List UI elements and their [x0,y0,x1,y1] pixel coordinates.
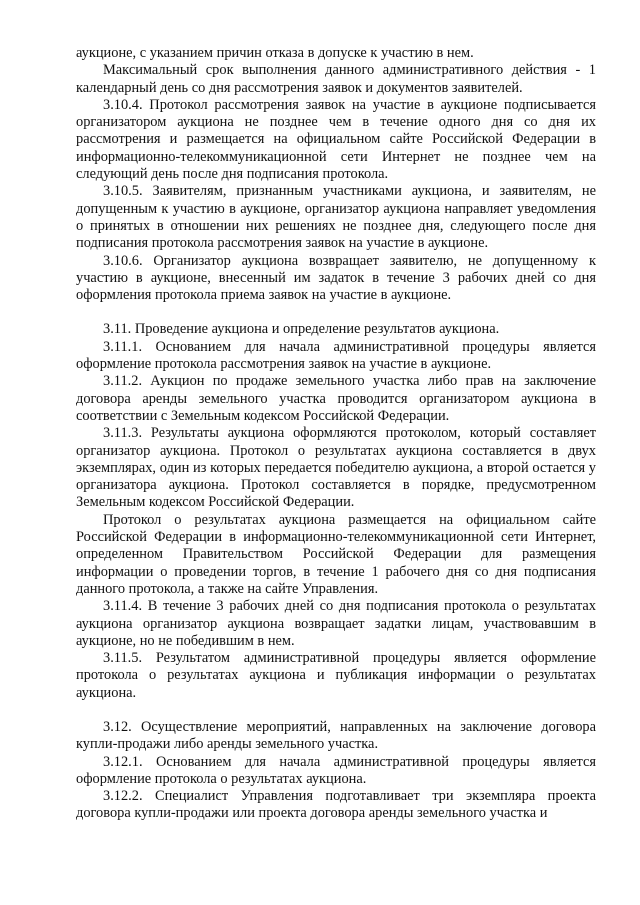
paragraph-max-term: Максимальный срок выполнения данного административного действия - 1 календарный день со дня рассмотрения заявок и документов заявителей. [76,62,596,96]
paragraph-3-12-1: 3.12.1. Основанием для начала административной процедуры является оформление протокола о результатах аукциона. [76,753,596,787]
paragraph-3-12-2: 3.12.2. Специалист Управления подготавливает три экземпляра проекта договора купли-продажи или проекта договора аренды земельного участка и [76,788,596,822]
paragraph-3-11-5: 3.11.5. Результатом административной процедуры является оформление протокола о результатах аукциона и публикация информации о результатах аукциона. [76,650,596,701]
paragraph-3-10-6: 3.10.6. Организатор аукциона возвращает заявителю, не допущенному к участию в аукционе, внесенный им задаток в течение 3 рабочих дней со дня оформления протокола приема заявок на участие в аукционе. [76,252,596,304]
section-gap [76,702,596,719]
paragraph-3-11-3: 3.11.3. Результаты аукциона оформляются протоколом, который составляет организатор аукциона. Протокол о результатах аукциона составляется в двух экземплярах, один из которых передается победителю аукциона, а второй остается у организатора аукциона. Протокол составляется в порядке, предусмотренном Земельным кодексом Российской Федерации. [76,425,596,511]
paragraph-3-10-5: 3.10.5. Заявителям, признанным участниками аукциона, и заявителям, не допущенным к участию в аукционе, организатор аукциона направляет уведомления о принятых в отношении них решениях не позднее дня, следующего после дня подписания протокола рассмотрения заявок на участие в аукционе. [76,183,596,252]
paragraph-protocol-publication: Протокол о результатах аукциона размещается на официальном сайте Российской Федерации в информационно-телекоммуникационной сети Интернет, определенном Правительством Российской Федерации для размещения информации о проведении торгов, в течение 1 рабочего дня со дня подписания данного протокола, а также на сайте Управления. [76,511,596,597]
paragraph-3-11-4: 3.11.4. В течение 3 рабочих дней со дня подписания протокола о результатах аукциона организатор аукциона возвращает задатки лицам, участвовавшим в аукционе, но не победившим в нем. [76,598,596,649]
section-gap [76,304,596,321]
section-heading-3-11: 3.11. Проведение аукциона и определение результатов аукциона. [103,321,500,338]
paragraph-3-10-4: 3.10.4. Протокол рассмотрения заявок на участие в аукционе подписывается организатором аукциона не позднее чем в течение одного дня со дня их рассмотрения и размещается на официальном сайте Российской Федерации в информационно-телекоммуникационной сети Интернет не позднее чем на следующий день после дня подписания протокола. [76,96,596,183]
paragraph-continuation: аукционе, с указанием причин отказа в допуске к участию в нем. [76,45,474,61]
document-page [76,45,596,823]
paragraph-3-11-1: 3.11.1. Основанием для начала административной процедуры является оформление протокола рассмотрения заявок на участие в аукционе. [76,338,596,373]
section-heading-3-12: 3.12. Осуществление мероприятий, направленных на заключение договора купли-продажи либо аренды земельного участка. [76,718,596,753]
paragraph-3-11-2: 3.11.2. Аукцион по продаже земельного участка либо прав на заключение договора аренды земельного участка проводится организатором аукциона в соответствии с Земельным кодексом Российской Федерации. [76,373,596,424]
